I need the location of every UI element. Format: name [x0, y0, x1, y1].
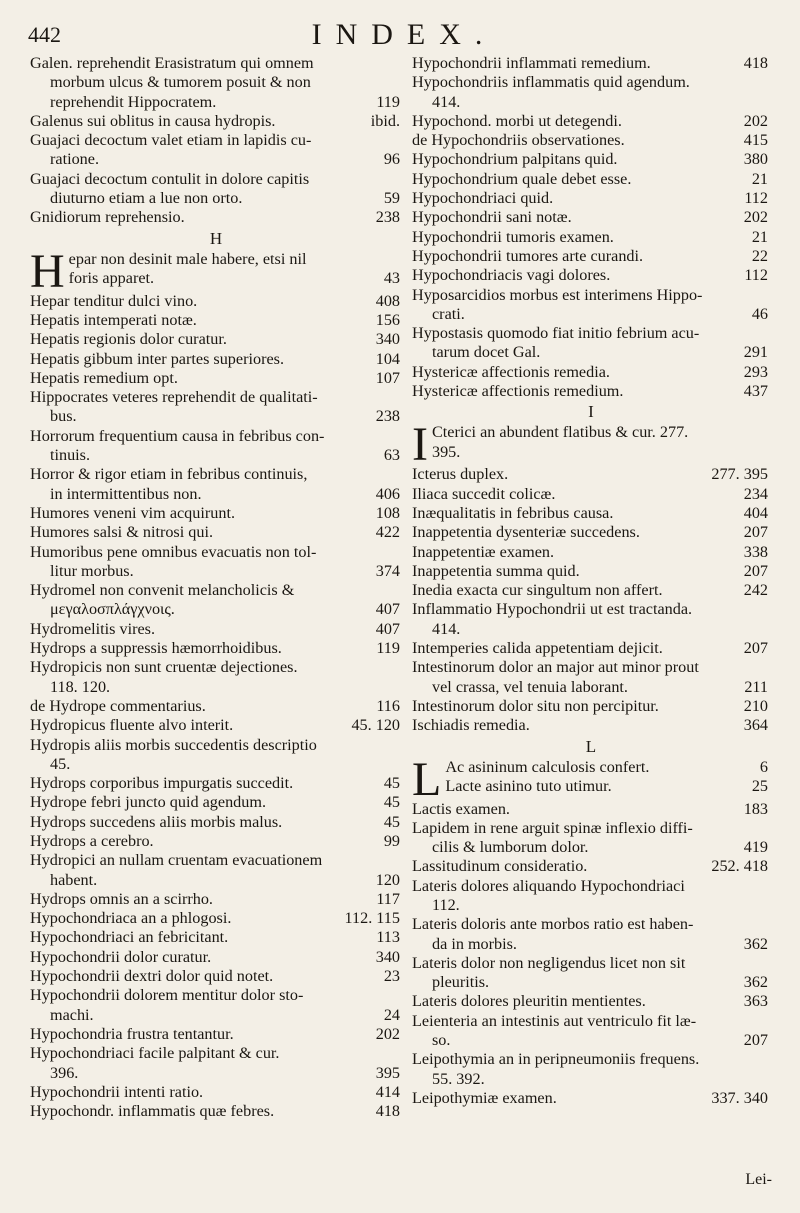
page-reference: 120 — [375, 870, 400, 889]
page-reference: 238 — [375, 208, 400, 227]
page-reference: 207 — [743, 1031, 768, 1050]
drop-cap: L — [412, 752, 442, 806]
entry-text: Hydrops corporibus impurgatis succedit. — [30, 774, 294, 793]
page-reference: 116 — [376, 696, 400, 715]
entry-text: Hydropici an nullam cruentam evacuationem — [30, 851, 323, 870]
page-reference: 380 — [743, 150, 768, 169]
index-entry — [412, 189, 770, 208]
index-entry — [412, 600, 770, 639]
entry-text: 112. — [432, 895, 460, 914]
entry-text: 414. — [432, 619, 461, 638]
entry-text: Leipothymiæ examen. — [412, 1088, 557, 1107]
page-reference: 202 — [375, 1024, 400, 1043]
page-reference: 112. 115 — [344, 909, 400, 928]
page-reference: 25 — [751, 776, 768, 795]
entry-text: vel crassa, vel tenuia laborant. — [432, 677, 628, 696]
entry-text: Inappetentia dysenteriæ succedens. — [412, 523, 640, 542]
entry-text: Humores veneni vim acquirunt. — [30, 503, 235, 522]
entry-text: da in morbis. — [432, 934, 517, 953]
index-entry — [30, 1044, 402, 1083]
entry-text: Lactis examen. — [412, 799, 510, 818]
catchword: Lei- — [745, 1171, 772, 1188]
left-column — [30, 54, 402, 1121]
entry-text: Hydromelitis vires. — [30, 619, 155, 638]
index-entry — [30, 465, 402, 504]
index-entry — [30, 54, 402, 112]
entry-text: ratione. — [50, 150, 99, 169]
index-entry — [30, 350, 402, 369]
page-reference: 418 — [375, 1102, 400, 1121]
index-entry — [30, 986, 402, 1025]
entry-text: 396. — [50, 1063, 79, 1082]
page-reference: 234 — [743, 484, 768, 503]
entry-text: 118. 120. — [50, 677, 111, 696]
index-entry — [412, 716, 770, 735]
entry-text: Hypochondriaci facile palpitant & cur. — [30, 1044, 280, 1063]
page-reference: 45 — [383, 774, 400, 793]
page-reference: 21 — [751, 169, 768, 188]
entry-text: Intestinorum dolor an major aut minor prout — [412, 658, 699, 677]
page-reference: 104 — [375, 349, 400, 368]
entry-text: Lateris dolor non negligendus licet non sit — [412, 953, 686, 972]
index-entry — [412, 112, 770, 131]
entry-text: 55. 392. — [432, 1069, 485, 1088]
entry-text: Hypochondrii dolor curatur. — [30, 947, 212, 966]
section-letter: I — [588, 402, 594, 422]
entry-text: Leienteria an intestinis aut ventriculo fit læ- — [412, 1011, 697, 1030]
entry-text: de Hydrope commentarius. — [30, 696, 206, 715]
index-entry — [30, 112, 402, 131]
entry-text: machi. — [50, 1005, 94, 1024]
page-reference: 43 — [383, 268, 400, 287]
entry-text: cilis & lumborum dolor. — [432, 838, 589, 857]
page-reference: 45. 120 — [351, 716, 400, 735]
page-reference: 338 — [743, 542, 768, 561]
index-entry — [30, 793, 402, 812]
index-entry — [30, 909, 402, 928]
entry-text: Hydropicis non sunt cruentæ dejectiones. — [30, 658, 298, 677]
entry-text: Hepatis intemperati notæ. — [30, 310, 197, 329]
entry-text: morbum ulcus & tumorem posuit & non — [50, 73, 311, 92]
index-entry — [30, 504, 402, 523]
page-reference: 207 — [743, 561, 768, 580]
entry-text: Hypochondrium palpitans quid. — [412, 150, 618, 169]
entry-text: Lapidem in rene arguit spinæ inflexio diffi- — [412, 818, 693, 837]
index-entry — [30, 658, 402, 697]
entry-text: Humores salsi & nitrosi qui. — [30, 523, 214, 542]
drop-cap: I — [412, 418, 428, 472]
entry-text: Hypochondr. inflammatis quæ febres. — [30, 1102, 275, 1121]
entry-text: Inappetentiæ examen. — [412, 542, 555, 561]
entry-text: so. — [432, 1031, 451, 1050]
page-reference: 406 — [375, 484, 400, 503]
index-entry — [30, 581, 402, 620]
page-reference: 119 — [376, 92, 400, 111]
entry-text: Hypochondrii tumores arte curandi. — [412, 246, 644, 265]
index-entry — [30, 890, 402, 909]
entry-text: Guajaci decoctum valet etiam in lapidis cu- — [30, 131, 312, 150]
index-entry — [30, 967, 402, 986]
page-reference: 183 — [743, 799, 768, 818]
entry-text: Hypochond. morbi ut detegendi. — [412, 111, 622, 130]
index-entry — [30, 311, 402, 330]
entry-text: Hydropis aliis morbis succedentis descriptio — [30, 735, 317, 754]
index-entry — [30, 369, 402, 388]
page-reference: 364 — [743, 716, 768, 735]
entry-text: pleuritis. — [432, 973, 490, 992]
entry-text: Hydrops a cerebro. — [30, 831, 154, 850]
page-reference: 22 — [751, 246, 768, 265]
index-entry — [412, 752, 770, 806]
entry-text: Hypochondriis inflammatis quid agendum. — [412, 73, 690, 92]
index-entry — [412, 418, 770, 472]
index-entry — [30, 1025, 402, 1044]
index-entry — [30, 928, 402, 947]
page-reference: 24 — [383, 1005, 400, 1024]
index-entry — [412, 1050, 770, 1089]
entry-text: diuturno etiam a lue non orto. — [50, 189, 243, 208]
page-title: INDEX. — [311, 18, 497, 51]
index-entry — [412, 1089, 770, 1108]
index-entry — [412, 504, 770, 523]
entry-text: Icterus duplex. — [412, 465, 509, 484]
index-entry — [412, 324, 770, 363]
page-header — [28, 20, 780, 52]
index-entry — [412, 877, 770, 916]
entry-text: Hypostasis quomodo fiat initio febrium acu- — [412, 324, 700, 343]
index-entry — [30, 716, 402, 735]
index-entry — [412, 363, 770, 382]
page-reference: 207 — [743, 523, 768, 542]
index-entry — [412, 485, 770, 504]
entry-text: Hypochondriacis vagi dolores. — [412, 266, 611, 285]
entry-text: Lateris doloris ante morbos ratio est haben- — [412, 915, 694, 934]
index-entry — [412, 857, 770, 876]
page-reference: 107 — [375, 368, 400, 387]
page-reference: ibid. — [370, 111, 400, 130]
entry-text: Galenus sui oblitus in causa hydropis. — [30, 111, 276, 130]
index-entry — [30, 851, 402, 890]
index-entry — [412, 639, 770, 658]
entry-text: Leipothymia an in peripneumoniis frequens. — [412, 1050, 700, 1069]
entry-text: bus. — [50, 407, 77, 426]
page-reference: 108 — [375, 503, 400, 522]
page-reference: 407 — [375, 600, 400, 619]
page-reference: 419 — [743, 838, 768, 857]
index-entry — [412, 286, 770, 325]
entry-text: crati. — [432, 304, 465, 323]
entry-text: Iliaca succedit colicæ. — [412, 484, 556, 503]
index-entry — [412, 266, 770, 285]
index-entry — [412, 697, 770, 716]
page-reference: 362 — [743, 973, 768, 992]
index-entry — [412, 465, 770, 484]
page-reference: 437 — [743, 382, 768, 401]
entry-text: litur morbus. — [50, 561, 134, 580]
page-reference: 63 — [383, 446, 400, 465]
entry-text: Hypochondrii dextri dolor quid notet. — [30, 967, 274, 986]
page-reference: 414 — [375, 1082, 400, 1101]
index-entry — [30, 330, 402, 349]
entry-text: Ischiadis remedia. — [412, 716, 530, 735]
drop-cap: H — [30, 244, 65, 298]
page-reference: 156 — [375, 310, 400, 329]
section-letter: H — [209, 228, 223, 248]
index-entry — [30, 813, 402, 832]
entry-text: tinuis. — [50, 446, 91, 465]
entry-text: Lacte asinino tuto utimur. — [445, 776, 612, 795]
entry-text: 414. — [432, 92, 461, 111]
page-reference: 374 — [375, 561, 400, 580]
section-letter: L — [585, 736, 597, 756]
entry-text: Hypochondriaci an febricitant. — [30, 928, 229, 947]
index-entry — [30, 948, 402, 967]
page-reference: 45 — [383, 793, 400, 812]
entry-text: Hypochondrium quale debet esse. — [412, 169, 632, 188]
page-reference: 395 — [375, 1063, 400, 1082]
index-entry — [412, 523, 770, 542]
entry-text: de Hypochondriis observationes. — [412, 131, 625, 150]
page-reference: 340 — [375, 947, 400, 966]
entry-text: Hydropicus fluente alvo interit. — [30, 716, 234, 735]
entry-text: Hypochondrii sani notæ. — [412, 208, 572, 227]
page-reference: 23 — [383, 967, 400, 986]
entry-text: Hepatis gibbum inter partes superiores. — [30, 349, 284, 368]
index-entry — [30, 832, 402, 851]
page-reference: 112 — [744, 266, 768, 285]
page-reference: 252. 418 — [711, 857, 768, 876]
page-reference: 238 — [375, 407, 400, 426]
index-entry — [30, 697, 402, 716]
index-entry — [412, 382, 770, 401]
page-reference: 337. 340 — [711, 1088, 768, 1107]
entry-text: epar non desinit male habere, etsi nil — [68, 249, 307, 268]
page-reference: 6 — [759, 757, 768, 776]
entry-text: 45. — [50, 754, 71, 773]
index-entry — [412, 247, 770, 266]
index-entry — [30, 292, 402, 311]
entry-text: Hydrops omnis an a scirrho. — [30, 889, 213, 908]
index-entry — [30, 620, 402, 639]
entry-text: Hypochondrii tumoris examen. — [412, 227, 614, 246]
entry-text: Intemperies calida appetentiam dejicit. — [412, 639, 663, 658]
page-reference: 119 — [376, 639, 400, 658]
page-reference: 96 — [383, 150, 400, 169]
index-entry — [30, 774, 402, 793]
entry-text: Cterici an abundent flatibus & cur. 277. — [431, 423, 689, 442]
entry-text: Lassitudinum consideratio. — [412, 857, 588, 876]
entry-text: Lateris dolores pleuritin mentientes. — [412, 992, 646, 1011]
entry-text: Gnidiorum reprehensio. — [30, 208, 185, 227]
page-reference: 408 — [375, 291, 400, 310]
entry-text: Hypochondriaca an a phlogosi. — [30, 909, 232, 928]
entry-text: Horrorum frequentium causa in febribus con- — [30, 426, 325, 445]
index-entry — [30, 244, 402, 298]
page-reference: 21 — [751, 227, 768, 246]
index-entry — [412, 800, 770, 819]
page-reference: 362 — [743, 934, 768, 953]
page-reference: 202 — [743, 111, 768, 130]
index-entry — [30, 131, 402, 170]
entry-text: Hystericæ affectionis remedium. — [412, 382, 624, 401]
page-reference: 99 — [383, 831, 400, 850]
entry-text: Intestinorum dolor situ non percipitur. — [412, 696, 659, 715]
index-entry — [412, 581, 770, 600]
entry-text: Hyposarcidios morbus est interimens Hippo- — [412, 285, 703, 304]
entry-text: Hypochondriaci quid. — [412, 189, 554, 208]
page-reference: 277. 395 — [711, 465, 768, 484]
entry-text: Hydrope febri juncto quid agendum. — [30, 793, 267, 812]
page-reference: 404 — [743, 503, 768, 522]
entry-text: Hepar tenditur dulci vino. — [30, 291, 198, 310]
index-entry — [30, 639, 402, 658]
page-reference: 340 — [375, 330, 400, 349]
right-column — [412, 54, 770, 1108]
entry-text: Hystericæ affectionis remedia. — [412, 362, 610, 381]
page-reference: 291 — [743, 343, 768, 362]
index-entry — [30, 736, 402, 775]
index-entry — [30, 388, 402, 427]
entry-text: 395. — [431, 442, 461, 461]
entry-text: Hippocrates veteres reprehendit de qualitati- — [30, 388, 318, 407]
entry-text: habent. — [50, 870, 98, 889]
index-entry — [30, 427, 402, 466]
index-entry — [30, 170, 402, 209]
index-entry — [30, 543, 402, 582]
entry-text: Hydrops succedens aliis morbis malus. — [30, 812, 283, 831]
page-reference: 418 — [743, 54, 768, 72]
entry-text: Humoribus pene omnibus evacuatis non tol- — [30, 542, 317, 561]
entry-text: foris apparet. — [68, 268, 155, 287]
entry-text: Inæqualitatis in febribus causa. — [412, 503, 614, 522]
entry-text: Hypochondria frustra tentantur. — [30, 1024, 234, 1043]
entry-text: μεγαλοσπλάγχνοις. — [50, 600, 175, 619]
entry-text: Ac asininum calculosis confert. — [445, 757, 650, 776]
page-reference: 415 — [743, 131, 768, 150]
entry-text: Hypochondrii inflammati remedium. — [412, 54, 651, 72]
index-entry — [30, 523, 402, 542]
page-reference: 113 — [376, 928, 400, 947]
entry-text: Inflammatio Hypochondrii ut est tractanda. — [412, 600, 693, 619]
page-number: 442 — [28, 22, 61, 47]
entry-text: in intermittentibus non. — [50, 484, 202, 503]
index-entry — [412, 131, 770, 150]
index-entry — [412, 543, 770, 562]
entry-text: Hypochondrii dolorem mentitur dolor sto- — [30, 986, 304, 1005]
page-reference: 211 — [744, 677, 768, 696]
entry-text: Lateris dolores aliquando Hypochondriaci — [412, 876, 685, 895]
index-entry — [30, 208, 402, 227]
page-reference: 293 — [743, 362, 768, 381]
page-reference: 46 — [751, 304, 768, 323]
page-reference: 407 — [375, 619, 400, 638]
index-entry — [412, 954, 770, 993]
entry-text: Inedia exacta cur singultum non affert. — [412, 581, 663, 600]
index-entry — [412, 228, 770, 247]
index-entry — [412, 819, 770, 858]
page-reference: 45 — [383, 812, 400, 831]
page-reference: 117 — [376, 889, 400, 908]
entry-text: Inappetentia summa quid. — [412, 561, 580, 580]
entry-text: Guajaci decoctum contulit in dolore capitis — [30, 169, 310, 188]
entry-text: Hepatis regionis dolor curatur. — [30, 330, 227, 349]
index-entry — [412, 170, 770, 189]
entry-text: Horror & rigor etiam in febribus continuis, — [30, 465, 308, 484]
page-reference: 210 — [743, 696, 768, 715]
index-entry — [30, 1102, 402, 1121]
entry-text: Galen. reprehendit Erasistratum qui omnem — [30, 54, 314, 72]
entry-text: reprehendit Hippocratem. — [50, 92, 217, 111]
index-entry — [412, 915, 770, 954]
page-reference: 242 — [743, 581, 768, 600]
index-entry — [412, 658, 770, 697]
index-entry — [412, 54, 770, 73]
entry-text: Hydromel non convenit melancholicis & — [30, 581, 295, 600]
page-reference: 59 — [383, 189, 400, 208]
page-reference: 363 — [743, 992, 768, 1011]
index-entry — [412, 992, 770, 1011]
page-reference: 207 — [743, 639, 768, 658]
index-entry — [412, 208, 770, 227]
index-entry — [412, 1012, 770, 1051]
index-entry — [412, 73, 770, 112]
entry-text: tarum docet Gal. — [432, 343, 541, 362]
index-entry — [412, 150, 770, 169]
page-reference: 112 — [744, 189, 768, 208]
page-reference: 422 — [375, 523, 400, 542]
index-entry — [412, 562, 770, 581]
entry-text: Hypochondrii intenti ratio. — [30, 1082, 204, 1101]
index-entry — [30, 1083, 402, 1102]
entry-text: Hydrops a suppressis hæmorrhoidibus. — [30, 639, 282, 658]
page-reference: 202 — [743, 208, 768, 227]
entry-text: Hepatis remedium opt. — [30, 368, 178, 387]
